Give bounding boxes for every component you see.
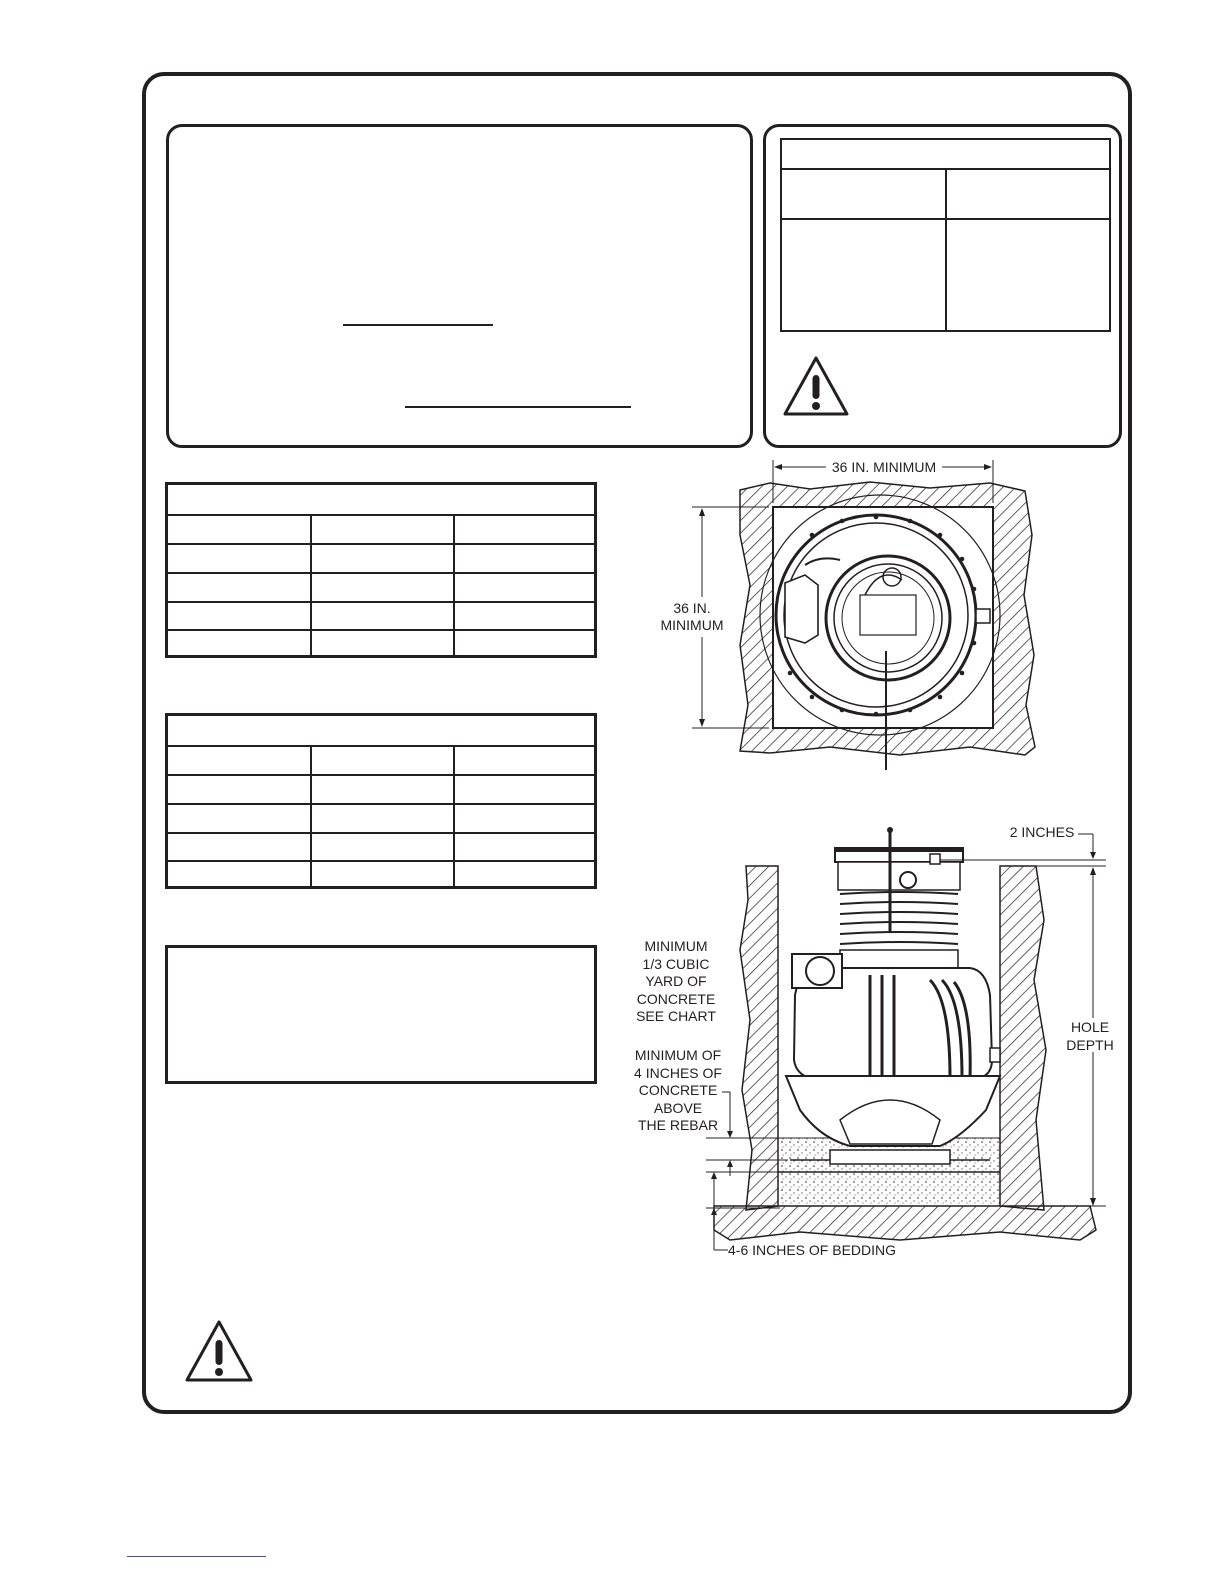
warning-triangle-icon	[184, 1319, 254, 1383]
note-box	[165, 945, 597, 1084]
top-height-label-2: MINIMUM	[660, 617, 724, 633]
top-clearance-label: 2 INCHES	[1009, 824, 1075, 840]
underline-2	[405, 406, 631, 408]
side-view-diagram	[700, 820, 1120, 1270]
spec-table	[780, 138, 1111, 332]
rebar-label	[626, 1047, 730, 1135]
table-2	[165, 713, 597, 889]
rebar-label-line: MINIMUM OF	[634, 1047, 722, 1063]
concrete-label-line: MINIMUM	[644, 938, 708, 954]
instructions-box	[166, 124, 753, 448]
hole-depth-line: HOLE	[1070, 1019, 1110, 1035]
bedding-label: 4-6 INCHES OF BEDDING	[728, 1242, 897, 1258]
footer-link-underline	[127, 1556, 266, 1557]
top-height-label-1: 36 IN.	[673, 600, 711, 616]
underline-1	[343, 324, 493, 326]
concrete-label-line: YARD OF	[645, 973, 707, 989]
concrete-label-line: SEE CHART	[636, 1008, 716, 1024]
warning-triangle-icon	[782, 355, 850, 417]
rebar-label-line: 4 INCHES OF	[634, 1064, 722, 1081]
rebar-label-line: CONCRETE	[638, 1082, 718, 1098]
table-1	[165, 482, 597, 658]
rebar-label-line: ABOVE	[653, 1099, 703, 1116]
hole-depth-label	[1058, 1019, 1122, 1054]
top-width-label: 36 IN. MINIMUM	[826, 459, 942, 477]
hole-depth-line: DEPTH	[1066, 1036, 1114, 1053]
concrete-label-line: 1/3 CUBIC	[642, 955, 710, 972]
concrete-label-line: CONCRETE	[636, 990, 716, 1007]
concrete-label	[626, 938, 726, 1026]
rebar-label-line: THE REBAR	[637, 1117, 719, 1133]
